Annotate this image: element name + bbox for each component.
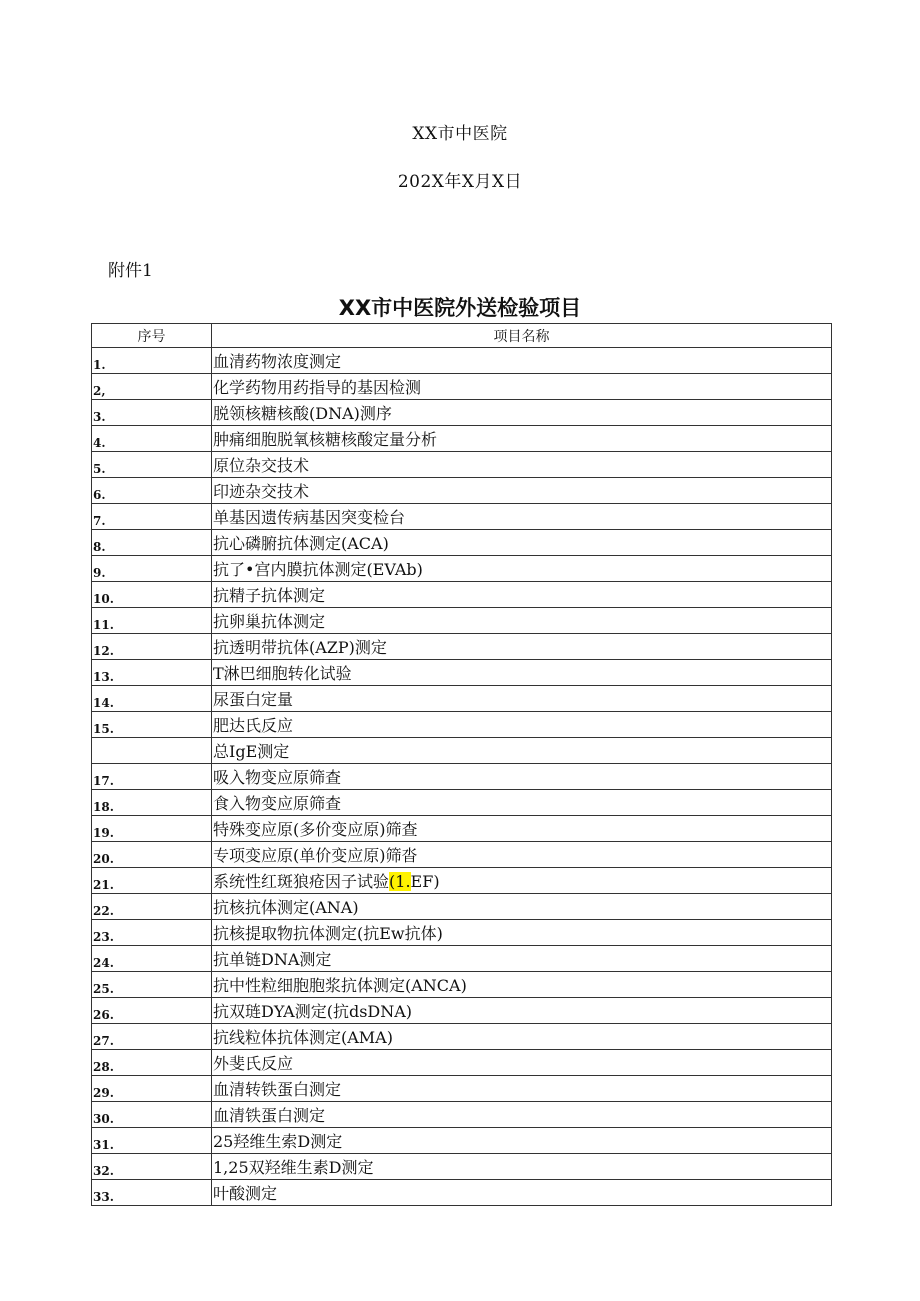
item-name: 专项变应原(单价变应原)筛沓 <box>213 846 418 865</box>
table-row <box>92 712 832 738</box>
item-name: 特殊变应原(多价变应原)筛查 <box>213 820 418 839</box>
item-name-cell <box>212 1102 832 1128</box>
item-name-cell <box>212 920 832 946</box>
table-row <box>92 660 832 686</box>
row-number: 30. <box>92 1102 212 1128</box>
table-row <box>92 1050 832 1076</box>
item-name-cell <box>212 634 832 660</box>
item-name-cell <box>212 1154 832 1180</box>
item-name: 化学药物用药指导的基因检测 <box>213 378 422 397</box>
table-header-row <box>92 324 832 348</box>
row-number: 25. <box>92 972 212 998</box>
row-number: 26. <box>92 998 212 1024</box>
row-number: 23. <box>92 920 212 946</box>
attachment-label: 附件1 <box>108 261 153 281</box>
item-name: 抗双琏DYA测定(抗dsDNA) <box>213 1002 413 1021</box>
item-name-cell <box>212 790 832 816</box>
item-name: 抗精子抗体测定 <box>213 586 326 605</box>
item-name: 抗核抗体测定(ANA) <box>213 898 359 917</box>
item-name-cell <box>212 478 832 504</box>
item-name: 抗核提取物抗体测定(抗Ew抗体) <box>213 924 443 943</box>
table-row <box>92 764 832 790</box>
item-name-cell <box>212 998 832 1024</box>
item-name: 肥达氏反应 <box>213 716 294 735</box>
row-number: 14. <box>92 686 212 712</box>
row-number: 31. <box>92 1128 212 1154</box>
item-name-cell <box>212 1076 832 1102</box>
item-name-cell <box>212 972 832 998</box>
item-name-cell <box>212 1180 832 1206</box>
item-name: 抗线粒体抗体测定(AMA) <box>213 1028 393 1047</box>
page-title: XX市中医院外送检验项目 <box>338 296 582 320</box>
row-number: 32. <box>92 1154 212 1180</box>
item-name: 肿痛细胞脱氧核糖核酸定量分析 <box>213 430 438 449</box>
item-name: 抗心磷腑抗体测定(ACA) <box>213 534 389 553</box>
table-row <box>92 894 832 920</box>
item-name-cell <box>212 582 832 608</box>
item-name: 血清铁蛋白测定 <box>213 1106 326 1125</box>
row-number: 24. <box>92 946 212 972</box>
item-name-cell <box>212 816 832 842</box>
table-row <box>92 972 832 998</box>
document-date: 202X年X月X日 <box>397 172 523 192</box>
row-number: 8. <box>92 530 212 556</box>
table-row <box>92 790 832 816</box>
table-row <box>92 348 832 374</box>
item-name: 25羟维生索D测定 <box>213 1132 343 1151</box>
row-number: 7. <box>92 504 212 530</box>
row-number: 15. <box>92 712 212 738</box>
item-name: 血清转铁蛋白测定 <box>213 1080 342 1099</box>
column-header-name: 项目名称 <box>212 324 832 348</box>
table-row <box>92 582 832 608</box>
table-row <box>92 634 832 660</box>
row-number: 11. <box>92 608 212 634</box>
inspection-items-table <box>91 323 832 1206</box>
item-name-cell <box>212 1050 832 1076</box>
item-name: 单基因遗传病基因突变检台 <box>213 508 406 527</box>
item-name: 食入物变应原筛查 <box>213 794 342 813</box>
row-number: 28. <box>92 1050 212 1076</box>
column-header-seq: 序号 <box>92 324 212 348</box>
item-name: 吸入物变应原筛查 <box>213 768 342 787</box>
table-row <box>92 400 832 426</box>
table-row <box>92 530 832 556</box>
table-row <box>92 374 832 400</box>
item-name-cell <box>212 608 832 634</box>
table-row <box>92 868 832 894</box>
table-row <box>92 1024 832 1050</box>
row-number: 5. <box>92 452 212 478</box>
item-name-cell <box>212 686 832 712</box>
row-number: 6. <box>92 478 212 504</box>
table-row <box>92 920 832 946</box>
table-row <box>92 816 832 842</box>
item-name-cell <box>212 504 832 530</box>
item-name-cell <box>212 946 832 972</box>
row-number: 21. <box>92 868 212 894</box>
row-number: 2, <box>92 374 212 400</box>
item-name-cell <box>212 452 832 478</box>
item-name-cell <box>212 400 832 426</box>
row-number: 3. <box>92 400 212 426</box>
table-row <box>92 842 832 868</box>
item-name: 抗卵巢抗体测定 <box>213 612 326 631</box>
item-name-cell <box>212 348 832 374</box>
row-number: 12. <box>92 634 212 660</box>
item-name-cell <box>212 894 832 920</box>
table-row <box>92 998 832 1024</box>
table-row <box>92 1180 832 1206</box>
table-row <box>92 1154 832 1180</box>
item-name: 外斐氏反应 <box>213 1054 294 1073</box>
table-row <box>92 686 832 712</box>
item-name: 1,25双羟维生素D测定 <box>213 1158 374 1177</box>
table-row <box>92 556 832 582</box>
item-name: 抗中性粒细胞胞浆抗体测定(ANCA) <box>213 976 467 995</box>
item-name: 总IgE测定 <box>213 742 290 761</box>
item-name: 叶酸测定 <box>213 1184 278 1203</box>
item-name: 抗单链DNA测定 <box>213 950 332 969</box>
table-row <box>92 946 832 972</box>
item-name: 原位杂交技术 <box>213 456 310 475</box>
row-number: 29. <box>92 1076 212 1102</box>
item-name-cell <box>212 374 832 400</box>
row-number: 18. <box>92 790 212 816</box>
table-row <box>92 738 832 764</box>
item-name-cell <box>212 868 832 894</box>
row-number: 20. <box>92 842 212 868</box>
hospital-name: XX市中医院 <box>412 124 508 144</box>
item-name-cell <box>212 660 832 686</box>
table-row <box>92 608 832 634</box>
row-number <box>92 738 212 764</box>
highlighted-text: (1. <box>389 872 411 891</box>
item-name-cell <box>212 426 832 452</box>
item-name: 血清药物浓度测定 <box>213 352 342 371</box>
row-number: 4. <box>92 426 212 452</box>
item-name-tail: EF) <box>410 872 440 891</box>
row-number: 1. <box>92 348 212 374</box>
row-number: 19. <box>92 816 212 842</box>
table-row <box>92 452 832 478</box>
item-name-cell <box>212 1128 832 1154</box>
item-name: 抗了•宫内膜抗体测定(EVAb) <box>213 560 423 579</box>
item-name: 印迹杂交技术 <box>213 482 310 501</box>
table-row <box>92 426 832 452</box>
row-number: 13. <box>92 660 212 686</box>
item-name: 系统性红斑狼疮因子试验 <box>213 872 390 891</box>
item-name-cell <box>212 530 832 556</box>
item-name: T淋巴细胞转化试验 <box>213 664 352 683</box>
item-name: 抗透明带抗体(AZP)测定 <box>213 638 387 657</box>
item-name-cell <box>212 556 832 582</box>
row-number: 10. <box>92 582 212 608</box>
item-name-cell <box>212 764 832 790</box>
item-name-cell <box>212 712 832 738</box>
row-number: 33. <box>92 1180 212 1206</box>
table-row <box>92 1128 832 1154</box>
table-row <box>92 478 832 504</box>
item-name: 尿蛋白定量 <box>213 690 294 709</box>
row-number: 9. <box>92 556 212 582</box>
row-number: 27. <box>92 1024 212 1050</box>
item-name: 脱领核糖核酸(DNA)测序 <box>213 404 392 423</box>
table-row <box>92 504 832 530</box>
item-name-cell <box>212 738 832 764</box>
row-number: 17. <box>92 764 212 790</box>
item-name-cell <box>212 1024 832 1050</box>
item-name-cell <box>212 842 832 868</box>
row-number: 22. <box>92 894 212 920</box>
table-row <box>92 1076 832 1102</box>
table-row <box>92 1102 832 1128</box>
